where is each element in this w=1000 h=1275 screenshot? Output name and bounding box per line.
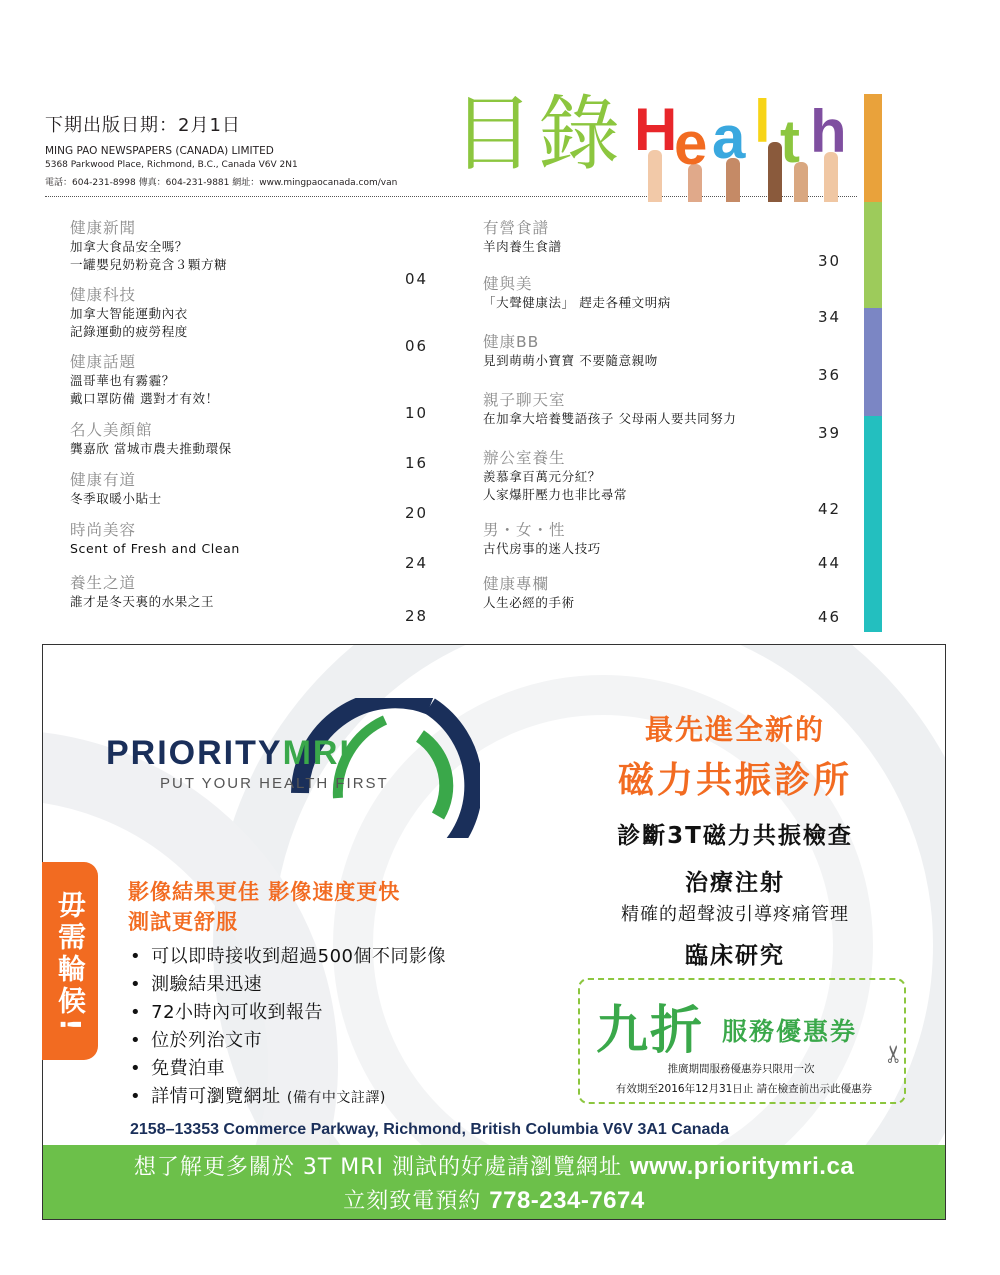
toc-article-title: 冬季取暖小貼士 [70,491,162,506]
toc-category: 健康有道 [70,471,137,489]
toc-entry[interactable] [483,332,658,370]
toc-entry[interactable] [70,573,214,611]
banner-phone-line: 立刻致電預約 778-234-7674 [343,1187,645,1214]
health-logo [632,88,860,202]
feature-item: • 可以即時接收到超過500個不同影像 [130,943,446,971]
service-research: 臨床研究 [685,943,785,969]
toc-page-number: 44 [818,554,842,572]
toc-article-title: 在加拿大培養雙語孩子 父母兩人要共同努力 [483,411,737,426]
toc-page-number: 39 [818,424,842,442]
toc-article-title: 記錄運動的疲勞程度 [70,324,188,339]
banner-website-line: 想了解更多關於 3T MRI 測試的好處請瀏覽網址 www.prioritymri.ca [133,1153,855,1180]
toc-page-number: 42 [818,500,842,518]
toc-category: 辦公室養生 [483,449,566,467]
no-wait-tab-label: 毋需輪候! [54,889,87,1035]
color-bar-green [864,202,882,308]
toc-category: 健康專欄 [483,575,550,593]
toc-entry[interactable] [483,574,575,612]
toc-page-number: 20 [405,504,429,522]
health-letter: l [754,88,771,155]
toc-article-title: 加拿大智能運動內衣 [70,306,188,321]
feature-item-website: • 詳情可瀏覽網址 (備有中文註譯) [130,1083,446,1112]
toc-category: 健與美 [483,275,533,293]
toc-category: 時尚美容 [70,521,137,539]
ad-right-title-2: 磁力共振診所 [617,760,852,801]
toc-category: 男・女・性 [483,521,566,539]
toc-article-title: Scent of Fresh and Clean [70,541,240,556]
phone-number[interactable]: 778-234-7674 [489,1187,645,1214]
toc-page-number: 24 [405,554,429,572]
toc-article-title: 人生必經的手術 [483,595,575,610]
website-link[interactable]: www.prioritymri.ca [630,1153,855,1180]
clinic-address: 2158–13353 Commerce Parkway, Richmond, British Columbia V6V 3A1 Canada [130,1121,730,1138]
toc-page-number: 46 [818,608,842,626]
color-bar-orange [864,94,882,202]
toc-entry[interactable] [483,218,562,256]
feature-item: • 位於列治文市 [130,1027,446,1055]
ad-headline-2: 測試更舒服 [128,910,238,934]
toc-article-title: 人家爆肝壓力也非比尋常 [483,487,628,502]
page-title: 目錄 [452,87,625,182]
publisher-contact: 電話：604-231-8998 傳真：604-231-9881 網址：www.mingpaocanada.com/van [45,178,398,188]
toc-page-number: 06 [405,337,429,355]
service-ultrasound: 精確的超聲波引導疼痛管理 [621,904,849,925]
color-bar-blue [864,308,882,416]
toc-entry[interactable] [70,520,240,558]
health-letter: a [712,104,746,171]
health-letter: H [634,96,678,163]
toc-article-title: 羊肉養生食譜 [483,239,562,254]
toc-category: 養生之道 [70,574,137,592]
logo-wordmark: PRIORITYMRI [106,734,351,772]
ad-right-title-1: 最先進全新的 [644,713,825,746]
toc-category: 健康新聞 [70,219,137,237]
toc-entry[interactable] [483,520,601,558]
toc-entry[interactable] [70,420,232,458]
toc-page-number: 34 [818,308,842,326]
coupon-discount: 九折 [596,1001,705,1061]
health-letter: h [810,98,847,165]
toc-article-title: 「大聲健康法」 趕走各種文明病 [483,295,671,310]
toc-page-number: 30 [818,252,842,270]
feature-item: • 72小時內可收到報告 [130,999,446,1027]
toc-article-title: 加拿大食品安全嗎？ [70,239,188,254]
service-injection: 治療注射 [685,870,785,896]
toc-entry[interactable] [70,218,227,274]
toc-article-title: 羨慕拿百萬元分紅？ [483,469,601,484]
toc-article-title: 溫哥華也有霧霾？ [70,373,175,388]
toc-article-title: 古代房事的迷人技巧 [483,541,601,556]
toc-category: 親子聊天室 [483,391,566,409]
coupon-terms: 推廣期間服務優惠券只限用一次 [667,1063,815,1075]
toc-article-title: 戴口罩防備 選對才有效！ [70,391,219,406]
feature-list [130,943,446,1112]
toc-article-title: 見到萌萌小寶寶 不要隨意親吻 [483,353,658,368]
scissors-icon: ✂ [880,1043,909,1065]
toc-entry[interactable] [70,352,219,408]
toc-category: 健康BB [483,333,540,351]
toc-category: 有營食譜 [483,219,550,237]
toc-article-title: 誰才是冬天裏的水果之王 [70,594,215,609]
toc-entry[interactable] [483,274,671,312]
feature-item: • 免費泊車 [130,1055,446,1083]
coupon-expiry: 有效期至2016年12月31日止 請在檢查前出示此優惠券 [615,1083,873,1095]
publisher-name: MING PAO NEWSPAPERS (CANADA) LIMITED [45,145,274,157]
toc-entry[interactable] [483,448,627,504]
logo-tagline: PUT YOUR HEALTH FIRST [160,775,389,792]
toc-page-number: 28 [405,607,429,625]
next-issue-date: 下期出版日期：2月1日 [45,115,241,136]
color-bar-teal [864,416,882,632]
publisher-address: 5368 Parkwood Place, Richmond, B.C., Canada V6V 2N1 [45,160,298,170]
toc-page-number: 10 [405,404,429,422]
toc-entry[interactable] [483,390,736,428]
toc-category: 健康話題 [70,353,137,371]
toc-entry[interactable] [70,285,188,341]
health-letter: e [674,110,708,177]
feature-item: • 測驗結果迅速 [130,971,446,999]
toc-category: 健康科技 [70,286,137,304]
toc-page-number: 16 [405,454,429,472]
toc-article-title: 龔嘉欣 當城市農夫推動環保 [70,441,232,456]
ad-headline: 影像結果更佳 影像速度更快 [128,880,401,904]
toc-article-title: 一罐嬰兒奶粉竟含３顆方糖 [70,257,228,272]
coupon-label: 服務優惠券 [722,1017,858,1046]
toc-category: 名人美顏館 [70,421,153,439]
health-letter: t [780,108,800,175]
toc-page-number: 36 [818,366,842,384]
toc-entry[interactable] [70,470,162,508]
service-diagnosis: 診斷3T磁力共振檢查 [617,823,853,849]
toc-page-number: 04 [405,270,429,288]
